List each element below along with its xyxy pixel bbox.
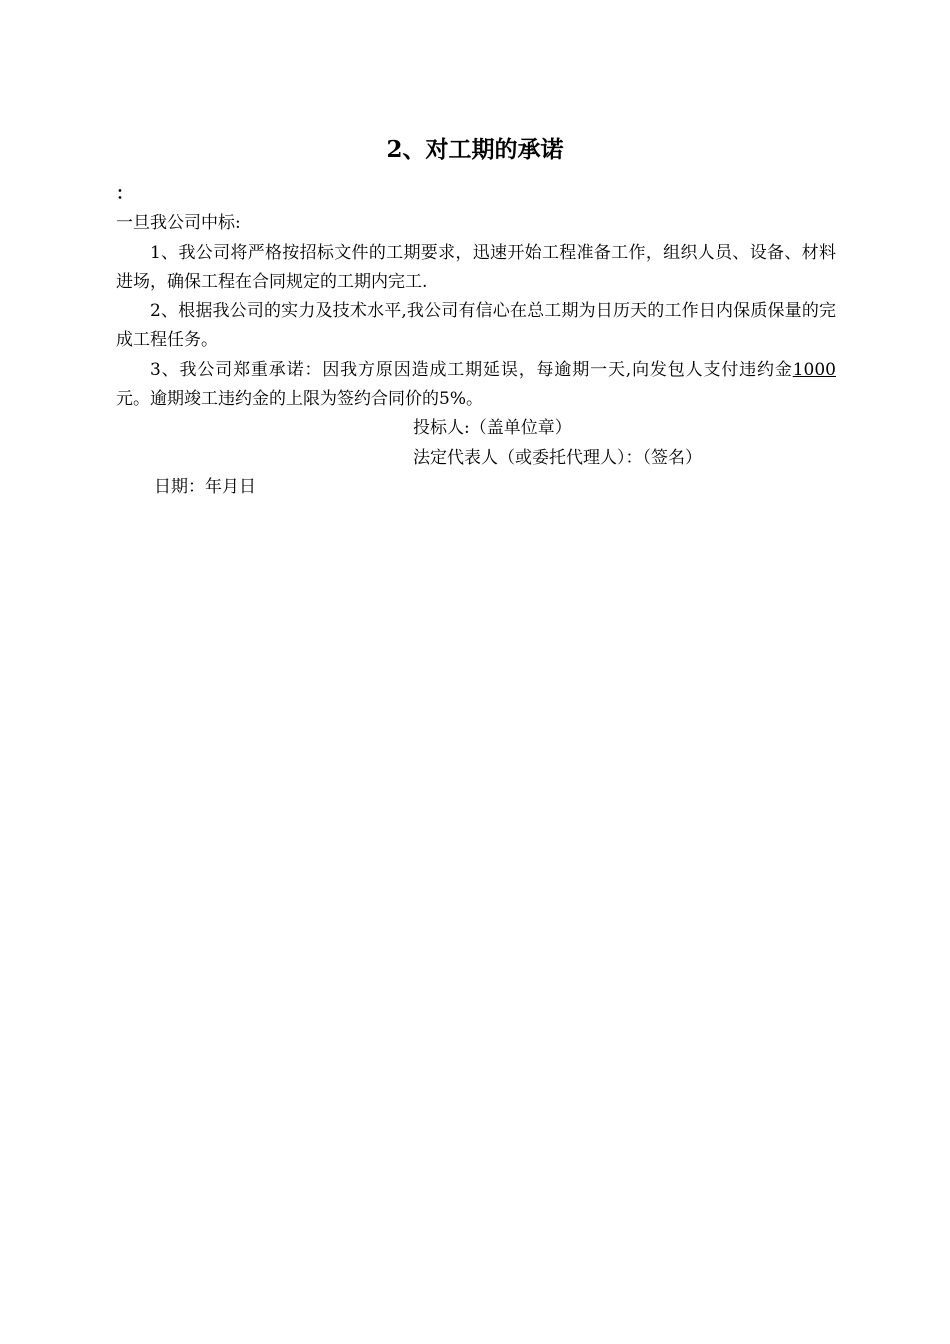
document-title: 2、对工期的承诺 [386, 136, 564, 163]
date-line: 日期：年月日 [154, 476, 256, 497]
item-3-text-before: 3、我公司郑重承诺：因我方原因造成工期延误，每逾期一天,向发包人支付违约金 [150, 359, 793, 380]
bidder-signature-line: 投标人:（盖单位章） [413, 418, 572, 439]
item-3-text-after: 元。逾期竣工违约金的上限为签约合同价的5%。 [116, 389, 483, 410]
commitment-item-2: 2、根据我公司的实力及技术水平,我公司有信心在总工期为日历天的工作日内保质保量的完成工程任务。 [116, 301, 836, 351]
legal-rep-signature-line: 法定代表人（或委托代理人）：（签名） [413, 447, 702, 468]
salutation-colon: ： [116, 184, 133, 204]
document-body [116, 180, 836, 502]
intro-line: 一旦我公司中标: [116, 213, 241, 234]
commitment-item-3 [116, 356, 836, 415]
commitment-item-1: 1、我公司将严格按招标文件的工期要求，迅速开始工程准备工作，组织人员、设备、材料进场，确保工程在合同规定的工期内完工. [116, 242, 836, 292]
penalty-amount: 1000 [792, 359, 836, 380]
